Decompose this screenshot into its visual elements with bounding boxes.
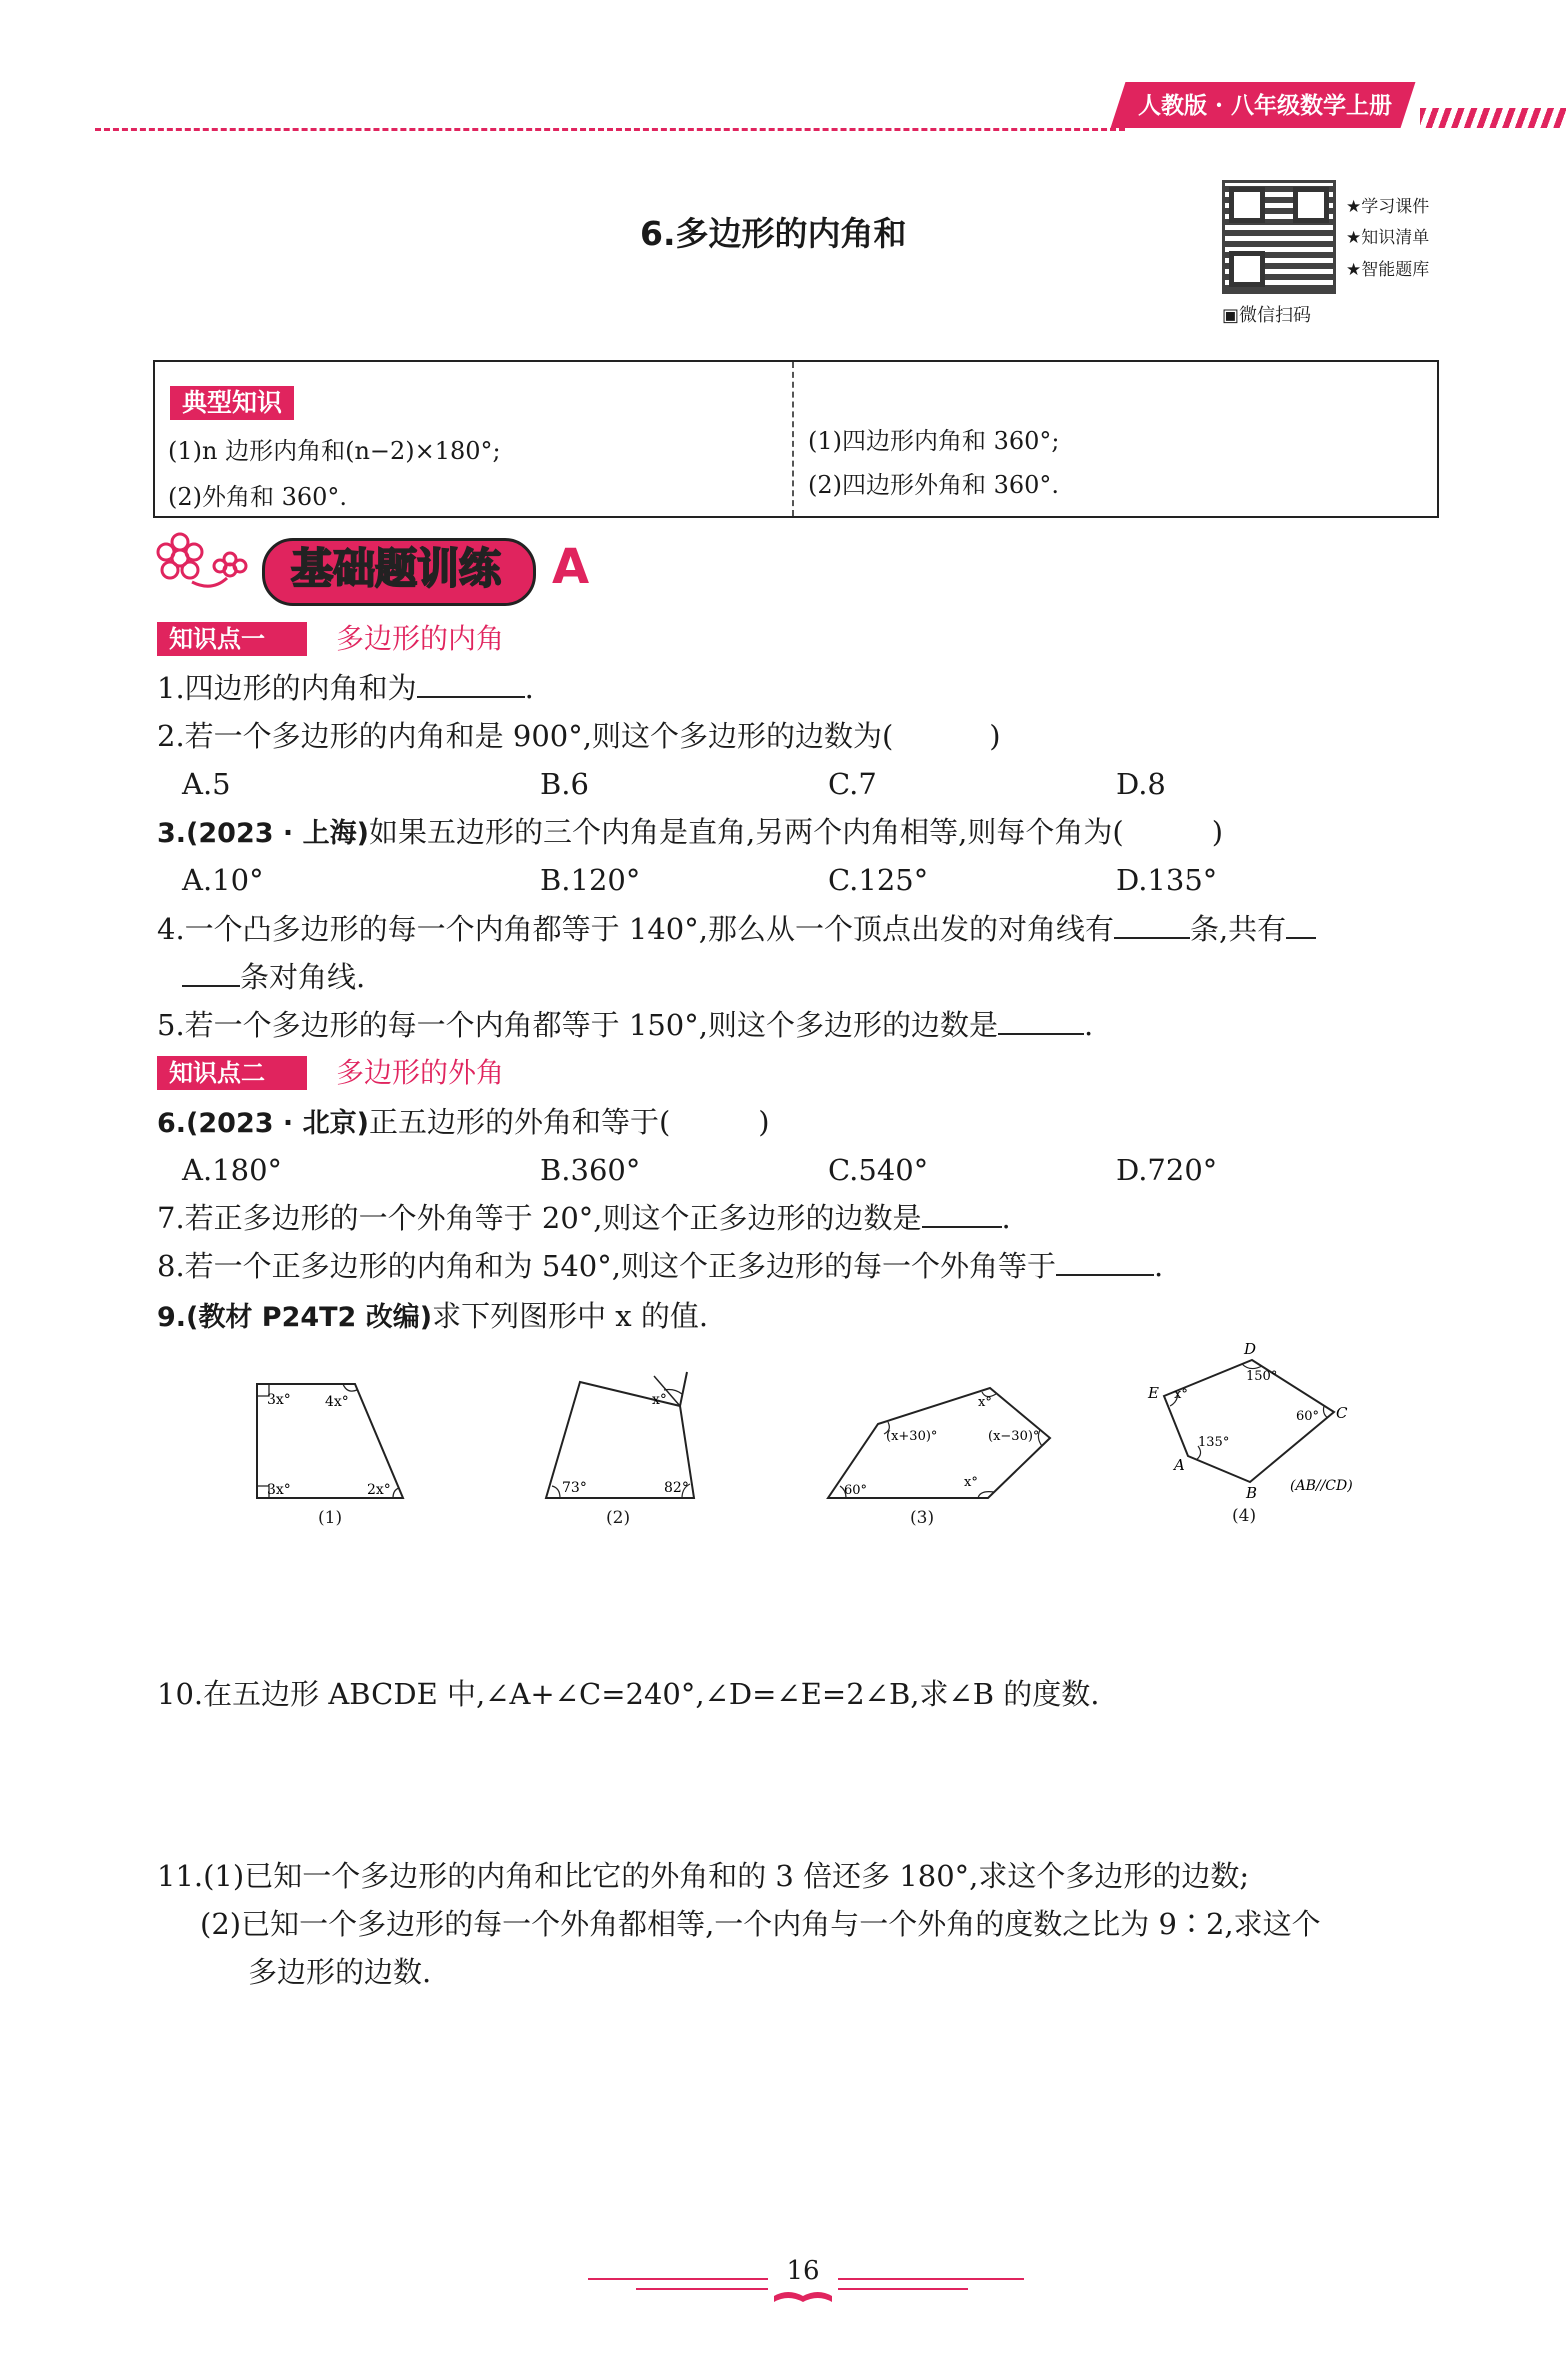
question-2-option-b[interactable]: B.6 xyxy=(540,767,589,801)
question-5-blank[interactable] xyxy=(998,1007,1084,1035)
qr-code[interactable] xyxy=(1222,180,1336,294)
question-6-option-b[interactable]: B.360° xyxy=(540,1153,641,1187)
question-7 xyxy=(157,1198,1011,1238)
figure-2-angle-73: 73° xyxy=(562,1480,587,1496)
figure-2-angle-82: 82° xyxy=(664,1480,689,1496)
question-3-close: ) xyxy=(1211,815,1224,849)
figure-1-angle-tl: 3x° xyxy=(267,1392,291,1408)
figure-4-vertex-d: D xyxy=(1244,1340,1257,1358)
knowledge-point-1-tag: 知识点一 xyxy=(157,622,307,656)
question-11-line-1: 11.(1)已知一个多边形的内角和比它的外角和的 3 倍还多 180°,求这个多边形的边数; xyxy=(157,1859,1250,1893)
figure-2-caption: (2) xyxy=(606,1508,631,1528)
question-10: 10.在五边形 ABCDE 中,∠A+∠C=240°,∠D=∠E=2∠B,求∠B 的度数. xyxy=(157,1677,1100,1711)
question-6 xyxy=(157,1102,770,1144)
footer-line-left-2 xyxy=(636,2288,768,2290)
page-number: 16 xyxy=(786,2256,820,2286)
question-2 xyxy=(157,716,1001,756)
question-6-option-c[interactable]: C.540° xyxy=(828,1153,929,1187)
figure-1-angle-bl: 3x° xyxy=(267,1482,291,1498)
question-3-option-c[interactable]: C.125° xyxy=(828,863,929,897)
figure-4-vertex-c: C xyxy=(1336,1404,1348,1422)
qr-finder-tl xyxy=(1229,187,1265,223)
figure-3 xyxy=(818,1374,1054,1510)
flower-icon xyxy=(152,532,260,596)
question-3 xyxy=(157,812,1223,854)
figure-2-angle-x: x° xyxy=(652,1392,667,1408)
footer-line-left xyxy=(588,2278,768,2280)
qr-item-0-label: 学习课件 xyxy=(1361,197,1430,217)
qr-scan-text: 微信扫码 xyxy=(1239,305,1312,326)
question-7-end: . xyxy=(1001,1201,1011,1235)
question-8-blank[interactable] xyxy=(1056,1248,1154,1276)
question-3-option-d[interactable]: D.135° xyxy=(1116,863,1218,897)
figure-1-caption: (1) xyxy=(318,1508,343,1528)
question-4-line-2 xyxy=(182,957,365,997)
knowledge-point-2-tag: 知识点二 xyxy=(157,1056,307,1090)
figure-3-angle-top-left: (x+30)° xyxy=(886,1429,938,1444)
question-9-text: 求下列图形中 x 的值. xyxy=(432,1299,709,1333)
figure-1-angle-tr: 4x° xyxy=(325,1394,349,1410)
qr-item-1-label: 知识清单 xyxy=(1361,228,1430,248)
knowledge-right-0: (1)四边形内角和 360°; xyxy=(808,427,1060,455)
header-book-label: 人教版 · 八年级数学上册 xyxy=(1137,92,1393,119)
figure-3-angle-bottom-left: 60° xyxy=(844,1483,868,1498)
footer-line-right xyxy=(838,2278,1024,2280)
question-3-option-a[interactable]: A.10° xyxy=(182,863,264,897)
question-2-option-c[interactable]: C.7 xyxy=(828,767,877,801)
question-6-source: 6.(2023 · 北京) xyxy=(157,1108,369,1139)
book-icon xyxy=(770,2286,836,2306)
question-5-text: 5.若一个多边形的每一个内角都等于 150°,则这个多边形的边数是 xyxy=(157,1008,998,1042)
question-1-end: . xyxy=(524,671,534,705)
question-5 xyxy=(157,1005,1093,1045)
question-7-blank[interactable] xyxy=(922,1200,1002,1228)
question-3-text: 如果五边形的三个内角是直角,另两个内角相等,则每个角为( xyxy=(368,815,1124,849)
qr-finder-tr xyxy=(1293,187,1329,223)
question-11-line-2: (2)已知一个多边形的每一个外角都相等,一个内角与一个外角的度数之比为 9∶2,求这个 xyxy=(200,1907,1321,1941)
question-1-blank[interactable] xyxy=(417,670,525,698)
figure-3-angle-right: (x−30)° xyxy=(988,1429,1040,1444)
question-7-text: 7.若正多边形的一个外角等于 20°,则这个正多边形的边数是 xyxy=(157,1201,922,1235)
figure-4-vertex-e: E xyxy=(1148,1384,1159,1402)
qr-item-1: ★知识清单 xyxy=(1346,228,1430,248)
question-6-text: 正五边形的外角和等于( xyxy=(368,1105,671,1139)
question-1 xyxy=(157,668,534,708)
question-2-option-d[interactable]: D.8 xyxy=(1116,767,1166,801)
question-8-text: 8.若一个正多边形的内角和为 540°,则这个正多边形的每一个外角等于 xyxy=(157,1249,1056,1283)
knowledge-point-1-title: 多边形的内角 xyxy=(336,622,505,655)
footer-line-right-2 xyxy=(838,2288,968,2290)
page-title: 6.多边形的内角和 xyxy=(640,214,907,253)
question-4-blank-1[interactable] xyxy=(1114,911,1190,939)
question-1-text: 1.四边形的内角和为 xyxy=(157,671,417,705)
question-6-close: ) xyxy=(758,1105,770,1139)
qr-item-2-label: 智能题库 xyxy=(1361,260,1430,280)
figure-4-vertex-b: B xyxy=(1246,1484,1258,1502)
figure-3-caption: (3) xyxy=(910,1508,935,1528)
header-stripes xyxy=(1420,108,1566,128)
qr-finder-bl xyxy=(1229,251,1265,287)
question-4-blank-2a[interactable] xyxy=(1286,911,1316,939)
section-banner-title: 基础题训练 xyxy=(290,544,501,593)
section-banner-letter: A xyxy=(552,539,590,595)
question-4-text-c: 条对角线. xyxy=(240,960,366,994)
knowledge-left-0: (1)n 边形内角和(n−2)×180°; xyxy=(168,437,501,465)
knowledge-right-1: (2)四边形外角和 360°. xyxy=(808,471,1060,499)
figure-3-angle-bottom-right: x° xyxy=(964,1475,978,1490)
figure-1 xyxy=(245,1370,420,1510)
question-2-close: ) xyxy=(989,719,1001,753)
question-11-line-3: 多边形的边数. xyxy=(248,1955,432,1989)
question-6-option-d[interactable]: D.720° xyxy=(1116,1153,1218,1187)
question-4-text-b: 条,共有 xyxy=(1189,912,1287,946)
figure-4-angle-d: 150° xyxy=(1246,1369,1278,1384)
figure-4-note: (AB//CD) xyxy=(1290,1478,1353,1494)
figure-4-vertex-a: A xyxy=(1174,1456,1185,1474)
figure-1-angle-br: 2x° xyxy=(367,1482,391,1498)
knowledge-tag: 典型知识 xyxy=(170,386,294,420)
question-9 xyxy=(157,1296,708,1338)
question-4-blank-2b[interactable] xyxy=(182,959,240,987)
figure-2 xyxy=(532,1368,712,1513)
question-4-line-1 xyxy=(157,909,1316,949)
question-3-source: 3.(2023 · 上海) xyxy=(157,818,369,849)
figure-3-angle-top-right: x° xyxy=(978,1395,992,1410)
figure-4-angle-e: x° xyxy=(1174,1387,1188,1402)
knowledge-left-1: (2)外角和 360°. xyxy=(168,483,348,511)
figure-4 xyxy=(1138,1340,1388,1510)
question-9-source: 9.(教材 P24T2 改编) xyxy=(157,1302,433,1333)
question-4-text-a: 4.一个凸多边形的每一个内角都等于 140°,那么从一个顶点出发的对角线有 xyxy=(157,912,1114,946)
question-6-option-a[interactable]: A.180° xyxy=(182,1153,283,1187)
qr-scan-label: ▣微信扫码 xyxy=(1222,305,1312,326)
figure-4-angle-a: 135° xyxy=(1198,1435,1230,1450)
knowledge-point-2-title: 多边形的外角 xyxy=(336,1056,505,1089)
question-5-end: . xyxy=(1083,1008,1094,1042)
qr-item-2: ★智能题库 xyxy=(1346,260,1430,280)
knowledge-box-divider xyxy=(792,362,794,516)
question-8 xyxy=(157,1246,1163,1286)
question-8-end: . xyxy=(1153,1249,1164,1283)
question-3-option-b[interactable]: B.120° xyxy=(540,863,641,897)
question-2-text: 2.若一个多边形的内角和是 900°,则这个多边形的边数为( xyxy=(157,719,894,753)
figure-4-caption: (4) xyxy=(1232,1506,1257,1526)
question-2-option-a[interactable]: A.5 xyxy=(182,767,231,801)
figure-4-angle-c: 60° xyxy=(1296,1409,1320,1424)
header-dashed-line xyxy=(95,128,1125,131)
qr-item-0: ★学习课件 xyxy=(1346,197,1430,217)
